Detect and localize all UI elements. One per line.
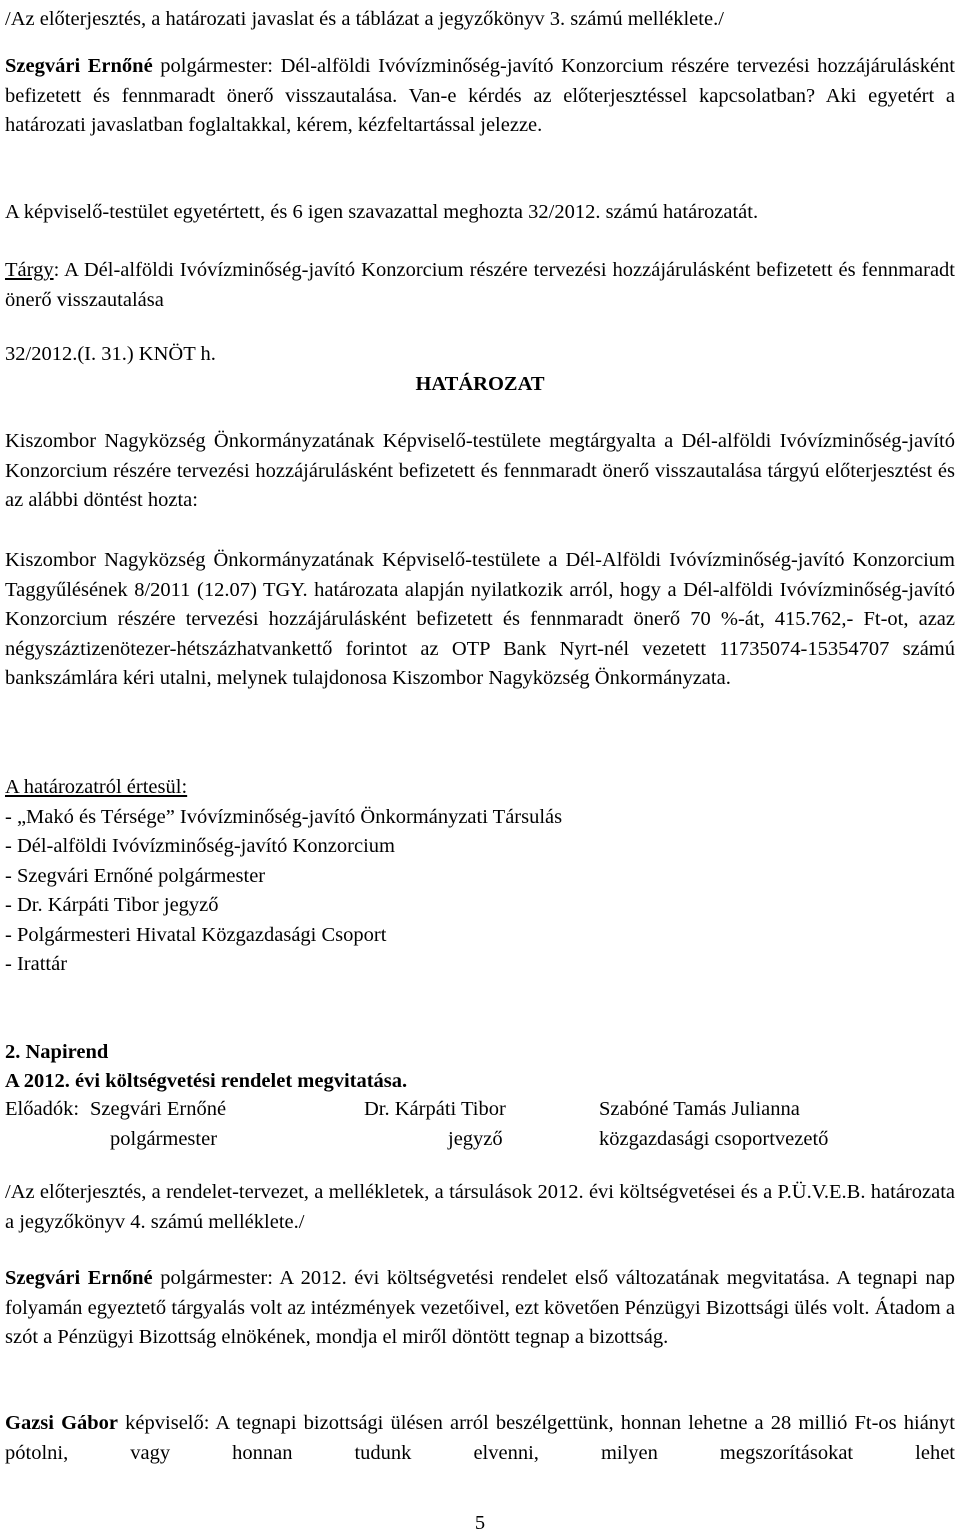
- list-item: - Irattár: [5, 953, 68, 975]
- list-item: - Dr. Kárpáti Tibor jegyző: [5, 894, 219, 916]
- subject-paragraph: [5, 256, 955, 315]
- chair-paragraph: [5, 52, 955, 141]
- gazsi-paragraph: [5, 1409, 955, 1468]
- notification-heading: A határozatról értesül:: [5, 776, 188, 798]
- paragraph-text: képviselő: A tegnapi bizottsági ülésen arról beszélgettünk, honnan lehetne a 28 millió Ft-os hiányt pótolni, vagy honnan tudunk elvenni, milyen megszorításokat lehet: [5, 1412, 955, 1464]
- list-item: - Szegvári Ernőné polgármester: [5, 864, 266, 887]
- presenter-name: Szegvári Ernőné: [90, 1098, 227, 1120]
- presenter-role: közgazdasági csoportvezető: [599, 1127, 829, 1150]
- notification-list: [5, 773, 955, 980]
- agenda-title: A 2012. évi költségvetési rendelet megvitatása.: [5, 1070, 408, 1092]
- speaker-name: Gazsi Gábor: [5, 1412, 119, 1434]
- speaker-name: Szegvári Ernőné: [5, 55, 153, 77]
- presenter-name: Szabóné Tamás Julianna: [599, 1098, 800, 1120]
- resolution-number: 32/2012.(I. 31.) KNÖT h.: [5, 343, 216, 365]
- list-item: - Polgármesteri Hivatal Közgazdasági Csoport: [5, 923, 387, 946]
- intro-note: /Az előterjesztés, a határozati javaslat és a táblázat a jegyzőkönyv 3. számú melléklete./: [5, 8, 724, 30]
- paragraph-text: polgármester: A 2012. évi költségvetési rendelet első változatának megvitatása. A tegnapi nap folyamán egyeztető tárgyalás volt az intézmények vezetőivel, ezt követően Pénzügyi Bizottsági ülés volt. Átadom a szót a Pénzügyi Bizottság elnökének, mondja el miről döntött tegnap a bizottság.: [5, 1267, 955, 1348]
- paragraph-text: polgármester: Dél-alföldi Ivóvízminőség-javító Konzorcium részére tervezési hozzájárulásként befizetett és fennmaradt önerő visszautalása. Van-e kérdés az előterjesztéssel kapcsolatban? Aki egyetért a határozati javaslatban foglaltakkal, kérem, kézfeltartással jelezze.: [5, 55, 955, 136]
- presenter-name: Dr. Kárpáti Tibor: [364, 1098, 506, 1120]
- page-number: 5: [474, 1512, 486, 1534]
- list-item: - Dél-alföldi Ivóvízminőség-javító Konzorcium: [5, 835, 395, 857]
- presenters-label: Előadók:: [5, 1098, 80, 1120]
- vote-result: A képviselő-testület egyetértett, és 6 igen szavazattal meghozta 32/2012. számú határozatát.: [5, 201, 759, 223]
- resolution-paragraph-2: Kiszombor Nagyközség Önkormányzatának Képviselő-testülete a Dél-Alföldi Ivóvízminőség-javító Konzorcium Taggyűlésének 8/2011 (12.07) TGY. határozata alapján nyilatkozik arról, hogy a Dél-alföldi Ivóvízminőség-javító Konzorcium részére tervezési hozzájárulásként befizetett és fennmaradt önerő 70 %-át, 415.762,- Ft-ot, azaz négyszáztizenötezer-hétszázhatvankettő forintot az OTP Bank Nyrt-nél vezetett 11735074-15354707 számú bankszámlára kéri utalni, melynek tulajdonosa Kiszombor Nagyközség Önkormányzata.: [5, 549, 955, 689]
- subject-label: Tárgy: [5, 259, 54, 281]
- presenters-block: [5, 1095, 955, 1155]
- resolution-title: HATÁROZAT: [415, 373, 545, 395]
- presenter-role: polgármester: [110, 1127, 218, 1150]
- subject-text: : A Dél-alföldi Ivóvízminőség-javító Konzorcium részére tervezési hozzájárulásként befizetett és fennmaradt önerő visszautalása: [5, 259, 955, 311]
- resolution-paragraph-1: Kiszombor Nagyközség Önkormányzatának Képviselő-testülete megtárgyalta a Dél-alföldi Ivóvízminőség-javító Konzorcium részére tervezési hozzájárulásként befizetett és fennmaradt önerő visszautalása tárgyú előterjesztést és az alábbi döntést hozta:: [5, 430, 955, 511]
- presenter-role: jegyző: [448, 1127, 503, 1150]
- attachment-note: /Az előterjesztés, a rendelet-tervezet, a mellékletek, a társulások 2012. évi költségvetései és a P.Ü.V.E.B. határozata a jegyzőkönyv 4. számú melléklete./: [5, 1181, 955, 1233]
- list-item: - „Makó és Térsége” Ivóvízminőség-javító Önkormányzati Társulás: [5, 805, 563, 828]
- budget-paragraph: [5, 1264, 955, 1353]
- speaker-name: Szegvári Ernőné: [5, 1267, 153, 1289]
- agenda-number: 2. Napirend: [5, 1041, 109, 1063]
